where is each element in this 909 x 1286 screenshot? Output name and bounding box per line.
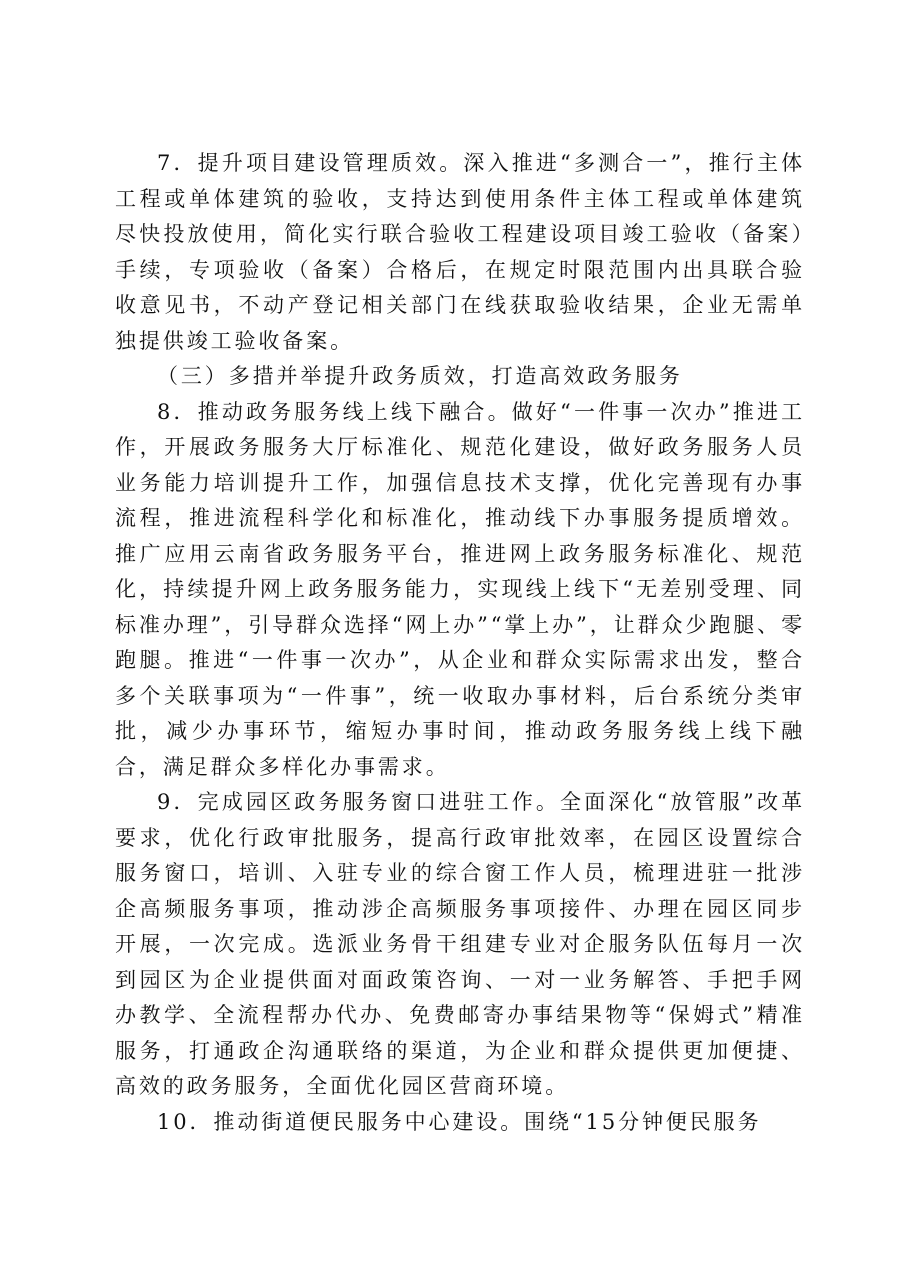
- paragraph-item-10: 10．推动街道便民服务中心建设。围绕“15分钟便民服务: [157, 1109, 762, 1134]
- paragraph-item-9: 9．完成园区政务服务窗口进驻工作。全面深化“放管服”改革要求，优化行政审批服务，提高行政审批效率，在园区设置综合服务窗口，培训、入驻专业的综合窗工作人员，梳理进驻一批涉企高频服务事项，推动涉企高频服务事项接件、办理在园区同步开展，一次完成。选派业务骨干组建专业对企服务队伍每月一次到园区为企业提供面对面政策咨询、一对一业务解答、手把手网办教学、全流程帮办代办、免费邮寄办事结果物等“保姆式”精准服务，打通政企沟通联络的渠道，为企业和群众提供更加便捷、高效的政务服务，全面优化园区营商环境。: [115, 790, 805, 1098]
- paragraph-item-7: 7．提升项目建设管理质效。深入推进“多测合一”，推行主体工程或单体建筑的验收，支持达到使用条件主体工程或单体建筑尽快投放使用，简化实行联合验收工程建设项目竣工验收（备案）手续，专项验收（备案）合格后，在规定时限范围内出具联合验收意见书，不动产登记相关部门在线获取验收结果，企业无需单独提供竣工验收备案。: [115, 151, 805, 353]
- paragraph-item-8: 8．推动政务服务线上线下融合。做好“一件事一次办”推进工作，开展政务服务大厅标准化、规范化建设，做好政务服务人员业务能力培训提升工作，加强信息技术支撑，优化完善现有办事流程，推进流程科学化和标准化，推动线下办事服务提质增效。推广应用云南省政务服务平台，推进网上政务服务标准化、规范化，持续提升网上政务服务能力，实现线上线下“无差别受理、同标准办理”，引导群众选择“网上办”“掌上办”，让群众少跑腿、零跑腿。推进“一件事一次办”，从企业和群众实际需求出发，整合多个关联事项为“一件事”，统一收取办事材料，后台系统分类审批，减少办事环节，缩短办事时间，推动政务服务线上线下融合，满足群众多样化办事需求。: [115, 399, 805, 779]
- document-body: [115, 146, 805, 1140]
- section-heading-3: （三）多措并举提升政务质效，打造高效政务服务: [157, 364, 683, 388]
